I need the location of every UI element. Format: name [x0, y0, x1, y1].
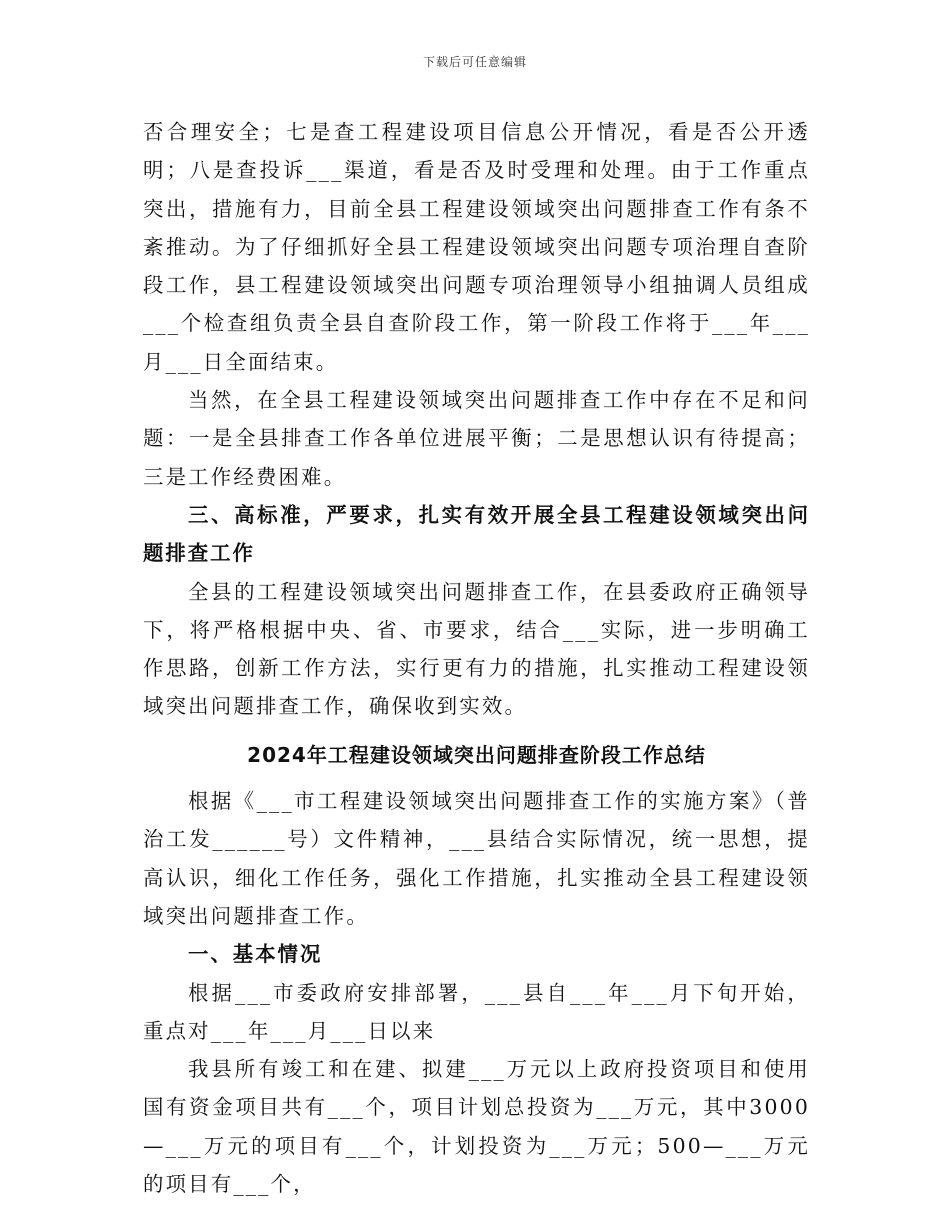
paragraph-problems: 当然，在全县工程建设领域突出问题排查工作中存在不足和问题：一是全县排查工作各单位进展平衡；二是思想认识有待提高；三是工作经费困难。 — [143, 388, 810, 489]
section-heading-three: 三、高标准，严要求，扎实有效开展全县工程建设领域突出问题排查工作 — [143, 502, 810, 566]
document-body — [143, 113, 810, 1203]
section-heading-one: 一、基本情况 — [188, 942, 323, 967]
paragraph-intro: 根据《___市工程建设领域突出问题排查工作的实施方案》（普治工发______号）文件精神，___县结合实际情况，统一思想，提高认识，细化工作任务，强化工作措施，扎实推动全县工程建设领域突出问题排查工作。 — [143, 789, 810, 928]
page-header-note: 下载后可任意编辑 — [422, 55, 527, 69]
paragraph-basic-2: 我县所有竣工和在建、拟建___万元以上政府投资项目和使用国有资金项目共有___个，项目计划总投资为___万元，其中3000—___万元的项目有___个，计划投资为___万元；500—___万元的项目有___个， — [143, 1057, 810, 1197]
document-title: 2024年工程建设领域突出问题排查阶段工作总结 — [247, 742, 706, 767]
paragraph-basic-1: 根据___市委政府安排部署，___县自___年___月下旬开始，重点对___年___月___日以来 — [143, 980, 810, 1043]
paragraph-continuation: 否合理安全；七是查工程建设项目信息公开情况，看是否公开透明；八是查投诉___渠道，看是否及时受理和处理。由于工作重点突出，措施有力，目前全县工程建设领域突出问题排查工作有条不紊推动。为了仔细抓好全县工程建设领域突出问题专项治理自查阶段工作，县工程建设领域突出问题专项治理领导小组抽调人员组成___个检查组负责全县自查阶段工作，第一阶段工作将于___年___月___日全面结束。 — [143, 120, 810, 374]
paragraph-plan: 全县的工程建设领域突出问题排查工作，在县委政府正确领导下，将严格根据中央、省、市要求，结合___实际，进一步明确工作思路，创新工作方法，实行更有力的措施，扎实推动工程建设领域突出问题排查工作，确保收到实效。 — [143, 579, 810, 719]
